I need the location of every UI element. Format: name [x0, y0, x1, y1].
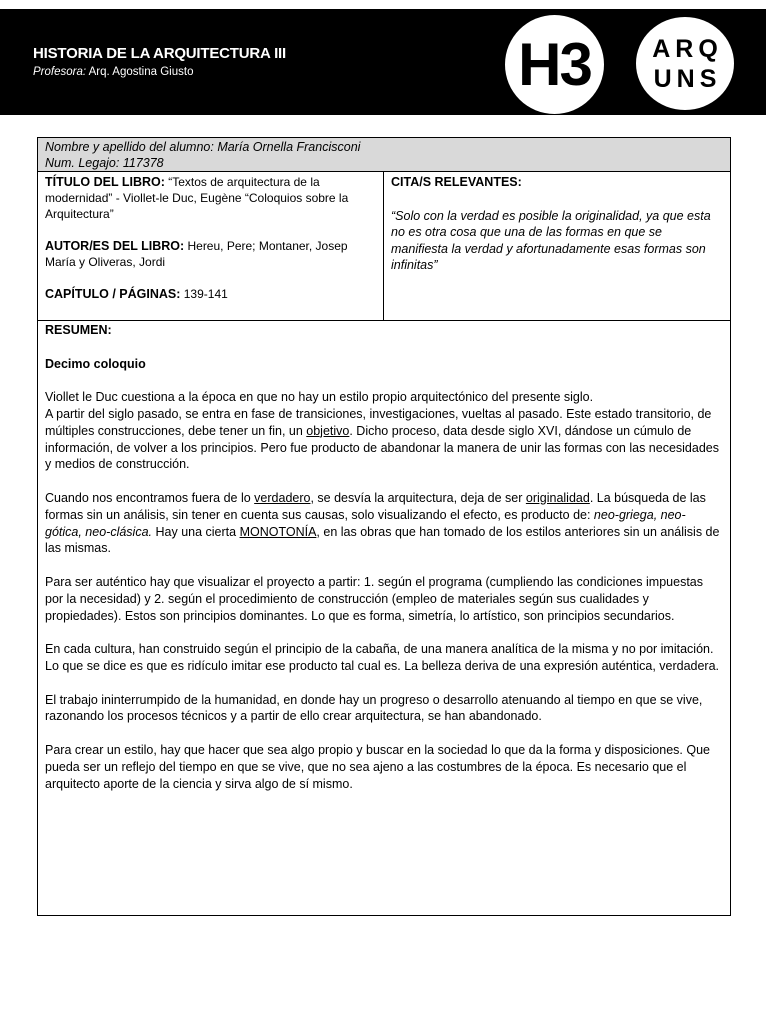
p2-underlined-3: MONOTONÍA — [239, 524, 317, 539]
p2-text-a: Cuando nos encontramos fuera de lo — [45, 490, 255, 505]
book-title-value: “Textos de arquitectura de la modernidad” - Viollet-le Duc, Eugène “Coloquios sobre la Arquitectura” — [45, 175, 349, 221]
summary-paragraph-1 — [45, 406, 720, 473]
p2-text-c: . La búsqueda de las formas sin un análisis, sin tener en cuenta sus causas, solo visualizando el efecto, es producto de: — [45, 490, 706, 522]
summary-paragraph-6: Para crear un estilo, hay que hacer que sea algo propio y buscar en la sociedad lo que da la forma y disposiciones. Que pueda ser un reflejo del tiempo en que se vive, que no sea ajeno a las costumbres de la época. Es necesario que el arquitecto aporte de la ciencia y sirva algo de sí mismo. — [45, 742, 710, 791]
h3-logo: H3 — [505, 15, 604, 114]
professor-name: Arq. Agostina Giusto — [86, 66, 194, 78]
p1-text-a: A partir del siglo pasado, se entra en fase de transiciones, investigaciones, vueltas al pasado. Este estado transitorio, de múltiples construcciones, debe tener un fin, un — [45, 406, 712, 438]
summary-paragraph-1-line-1: Viollet le Duc cuestiona a la época en que no hay un estilo propio arquitectónico del presente siglo. — [45, 390, 594, 405]
book-info — [38, 172, 384, 320]
p1-text-b: . Dicho proceso, data desde siglo XVI, dándose un cúmulo de información, de volver a los principios. Pero fue producto de abandonar la manera de unir las formas con las necesidades y medios de construcción. — [45, 423, 719, 472]
student-name: Nombre y apellido del alumno: María Ornella Francisconi — [45, 140, 361, 154]
relevant-quotes — [384, 172, 730, 320]
summary-section — [38, 321, 730, 792]
book-author-field — [45, 238, 379, 270]
quote-text: “Solo con la verdad es posible la originalidad, ya que esta no es otra cosa que una de las formas en que se manifiesta la verdad y afortunadamente esas formas son infinitas” — [391, 208, 711, 272]
book-chapter-field — [45, 286, 379, 302]
book-chapter-value: 139-141 — [180, 287, 228, 301]
p2-underlined-1: verdadero — [254, 490, 311, 505]
arq-uns-logo — [636, 17, 734, 110]
summary-paragraph-5: El trabajo ininterrumpido de la humanidad, en donde hay un progreso o desarrollo atenuando al tiempo en que se vive, razonando los procesos técnicos y a partir de ello crear arquitectura, se han abandonado. — [45, 692, 703, 724]
p2-text-b: , se desvía la arquitectura, deja de ser — [310, 490, 526, 505]
student-legajo: Num. Legajo: 117378 — [45, 156, 164, 170]
report-form — [37, 137, 731, 916]
summary-paragraph-2 — [45, 490, 720, 557]
summary-paragraph-3: Para ser auténtico hay que visualizar el proyecto a partir: 1. según el programa (cumpliendo las condiciones impuestas por la necesidad) y 2. según el procedimiento de construcción (empleo de materiales según sus cualidades y propiedades). Estos son principios dominantes. Lo que es forma, simetría, lo artístico, son principios secundarios. — [45, 574, 703, 623]
book-author-label: AUTOR/ES DEL LIBRO: — [45, 239, 185, 253]
p2-underlined-2: originalidad — [525, 490, 590, 505]
summary-label: RESUMEN: — [45, 323, 112, 337]
course-title: HISTORIA DE LA ARQUITECTURA III — [33, 45, 286, 62]
p1-underlined: objetivo — [306, 423, 350, 438]
logo-uns-text: UNS — [653, 64, 722, 93]
book-author-value: Hereu, Pere; Montaner, Josep María y Oliveras, Jordi — [45, 239, 348, 269]
professor-line — [33, 66, 193, 78]
professor-label: Profesora: — [33, 66, 87, 78]
logo-arq-text: ARQ — [652, 34, 723, 63]
p2-text-e: , en las obras que han tomado de los estilos anteriores sin un análisis de las mismas. — [45, 524, 720, 556]
summary-subtitle: Decimo coloquio — [45, 356, 146, 371]
p2-italic: neo-griega, neo-gótica, neo-clásica. — [45, 507, 686, 539]
summary-paragraph-4: En cada cultura, han construido según el principio de la cabaña, de una manera analítica de la misma y no por imitación. Lo que se dice es que es ridículo imitar ese producto tal cual es. La belleza deriva de una expresión auténtica, verdadera. — [45, 642, 720, 673]
book-title-label: TÍTULO DEL LIBRO: — [45, 175, 165, 189]
quotes-label: CITA/S RELEVANTES: — [391, 175, 522, 189]
student-info — [38, 138, 730, 172]
book-chapter-label: CAPÍTULO / PÁGINAS: — [45, 287, 181, 301]
book-title-field — [45, 174, 379, 222]
p2-text-d: Hay una cierta — [152, 524, 240, 539]
